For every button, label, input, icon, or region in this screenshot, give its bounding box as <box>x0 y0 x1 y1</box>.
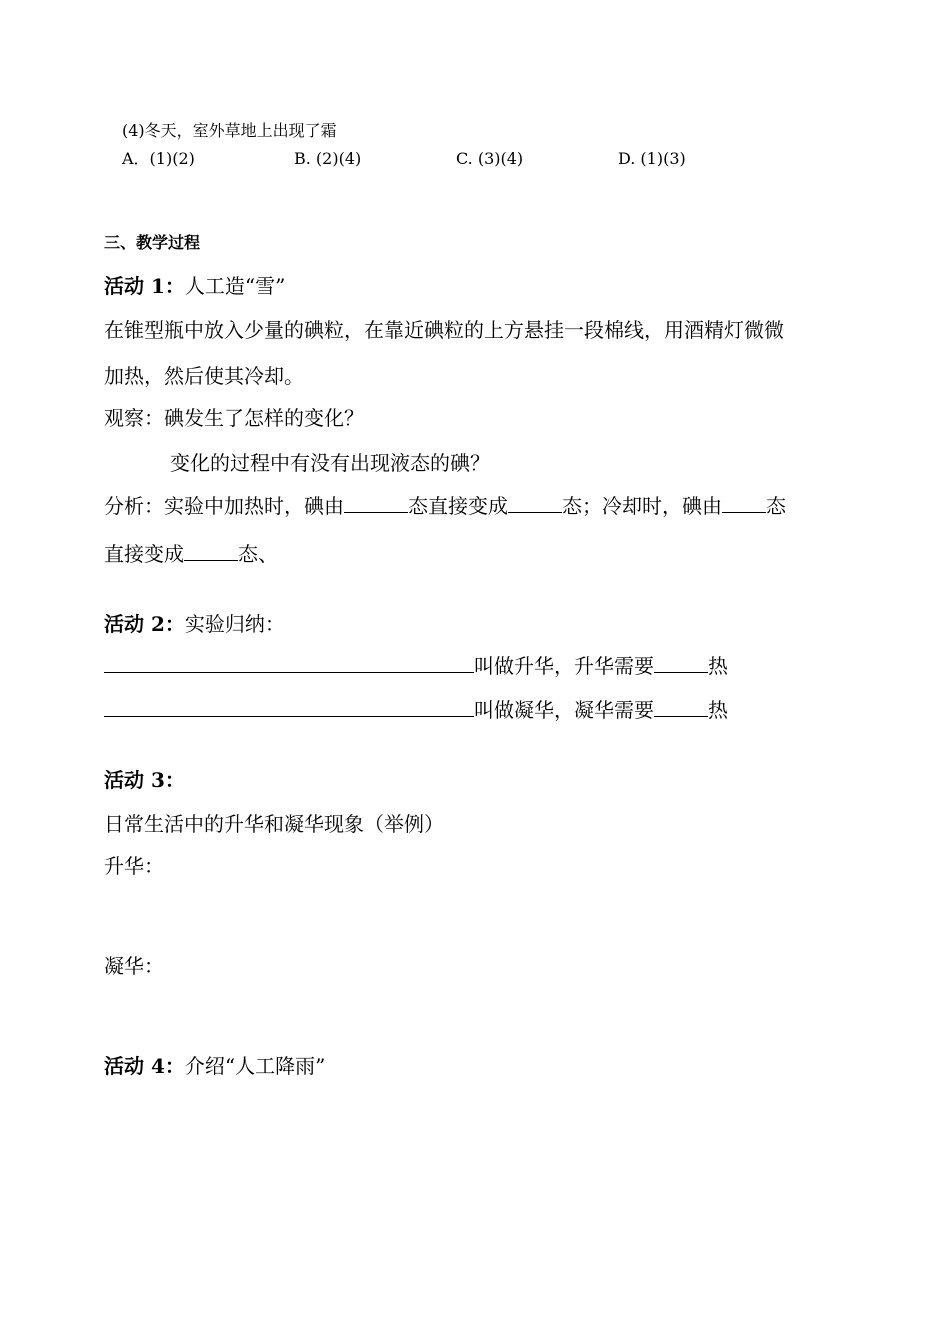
activity-4-title: 介绍“人工降雨” <box>184 1054 326 1078</box>
activity-1-label: 活动 1： <box>104 274 185 298</box>
blank-heating-from[interactable] <box>344 492 408 513</box>
sublimation-definition-row <box>104 652 728 680</box>
analysis-line-1 <box>104 492 786 520</box>
analysis-text-6: 态、 <box>238 542 278 566</box>
activity-1-desc-line2: 加热，然后使其冷却。 <box>104 364 304 388</box>
activity-1-title: 人工造“雪” <box>184 274 286 298</box>
analysis-text-2: 态直接变成 <box>408 494 508 518</box>
section-title: 三、教学过程 <box>104 233 201 252</box>
option-c: C. (3)(4) <box>456 149 524 168</box>
blank-deposition-heat[interactable] <box>654 696 708 717</box>
option-b: B. (2)(4) <box>294 149 362 168</box>
sublimation-definition-text: 叫做升华，升华需要 <box>474 654 654 678</box>
activity-3-label: 活动 3： <box>104 768 185 792</box>
activity-3-desc: 日常生活中的升华和凝华现象（举例） <box>104 812 444 836</box>
blank-sublimation-heat[interactable] <box>654 652 708 673</box>
observe-line <box>104 404 364 432</box>
options-row <box>122 148 742 170</box>
analysis-text-5: 直接变成 <box>104 542 184 566</box>
deposition-definition-row <box>104 696 728 724</box>
blank-sublimation-definition[interactable] <box>104 652 474 673</box>
sublimation-heat-text: 热 <box>708 654 728 678</box>
activity-2-heading <box>104 610 285 638</box>
blank-deposition-definition[interactable] <box>104 696 474 717</box>
blank-cooling-to[interactable] <box>184 540 238 561</box>
observe-question-2: 变化的过程中有没有出现液态的碘？ <box>170 451 490 475</box>
activity-1-heading <box>104 272 285 300</box>
activity-4-label: 活动 4： <box>104 1054 185 1078</box>
activity-4-heading <box>104 1052 325 1080</box>
deposition-examples-label: 凝华： <box>104 954 164 978</box>
question-item-4: (4)冬天，室外草地上出现了霜 <box>122 121 337 140</box>
analysis-text-1: 分析：实验中加热时，碘由 <box>104 494 344 518</box>
analysis-text-3: 态；冷却时，碘由 <box>562 494 722 518</box>
option-d: D. (1)(3) <box>618 149 686 168</box>
option-a: A．(1)(2) <box>122 149 195 168</box>
activity-2-label: 活动 2： <box>104 612 185 636</box>
observe-question-1: 碘发生了怎样的变化？ <box>164 406 364 430</box>
observe-label: 观察： <box>104 406 164 430</box>
sublimation-examples-label: 升华： <box>104 854 164 878</box>
activity-2-title: 实验归纳： <box>184 612 285 636</box>
blank-heating-to[interactable] <box>508 492 562 513</box>
deposition-definition-text: 叫做凝华，凝华需要 <box>474 698 654 722</box>
analysis-text-4: 态 <box>766 494 786 518</box>
blank-cooling-from[interactable] <box>722 492 766 513</box>
deposition-heat-text: 热 <box>708 698 728 722</box>
analysis-line-2 <box>104 540 278 568</box>
activity-1-desc-line1: 在锥型瓶中放入少量的碘粒，在靠近碘粒的上方悬挂一段棉线，用酒精灯微微 <box>104 318 784 342</box>
